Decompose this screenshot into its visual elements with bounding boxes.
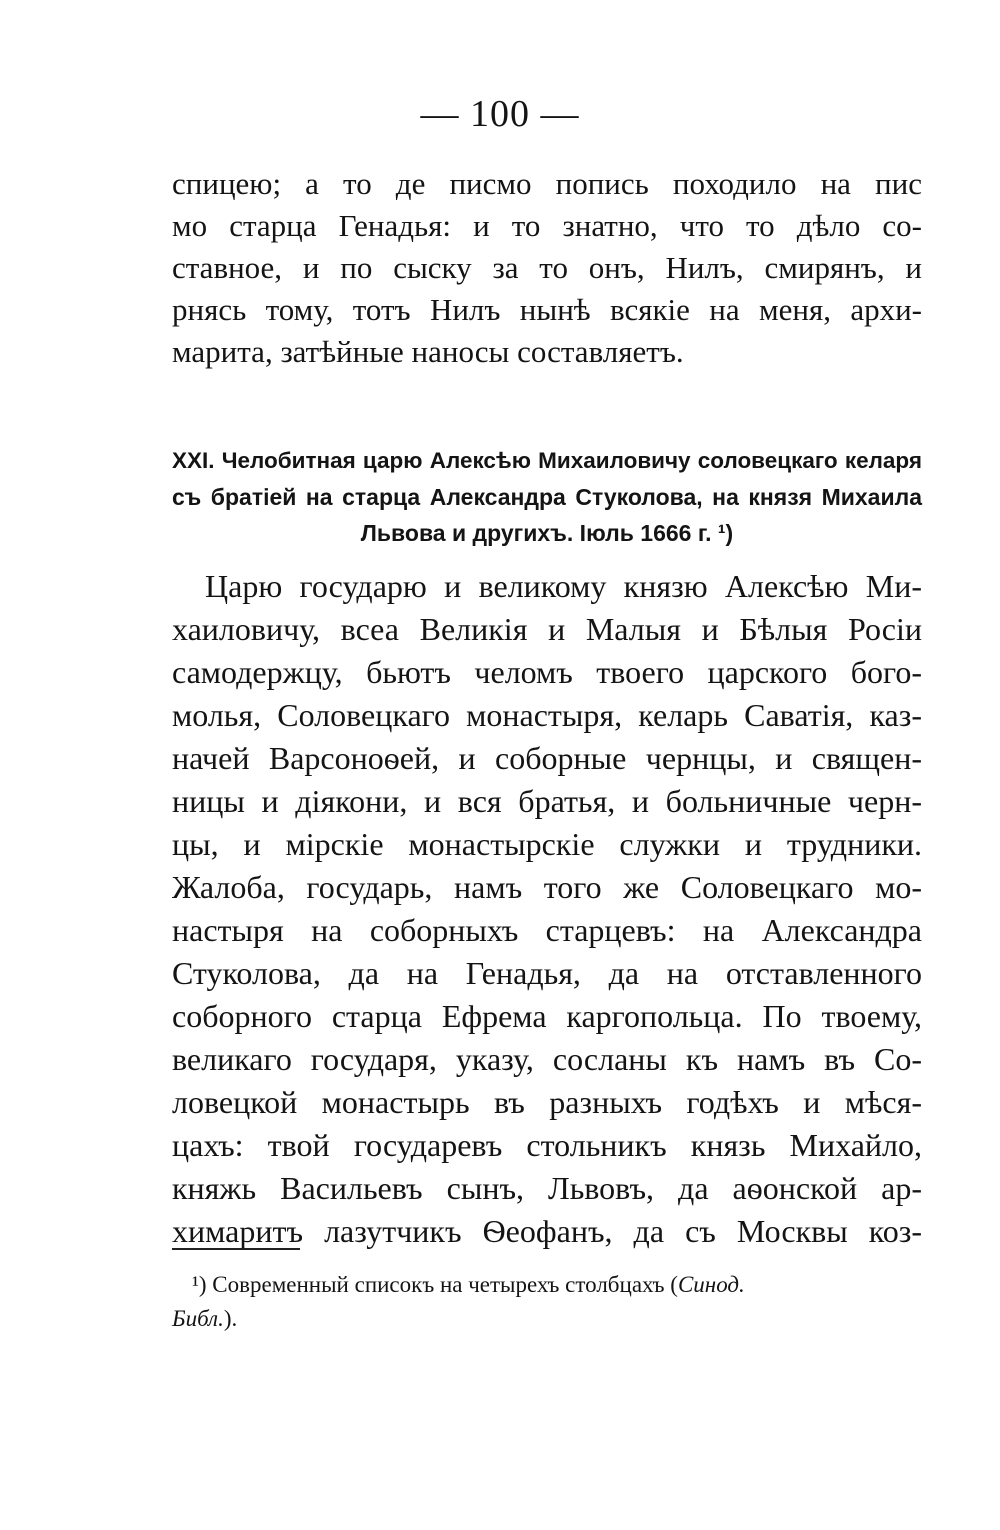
text-line: молья, Соловецкаго монастыря, келарь Саватія, каз-	[172, 697, 922, 733]
text-line: соборного старца Ефрема каргопольца. По твоему,	[172, 998, 922, 1034]
footnote-rule	[172, 1248, 300, 1250]
text-line: ницы и діякони, и вся братья, и больничные черн-	[172, 783, 922, 819]
text-line: химаритъ лазутчикъ Ѳеофанъ, да съ Москвы коз-	[172, 1213, 922, 1249]
text-line: княжь Васильевъ сынъ, Львовъ, да аѳонской ар-	[172, 1170, 922, 1206]
footnote-line	[172, 1306, 922, 1332]
text-line: Царю государю и великому князю Алексѣю Ми-	[205, 568, 922, 604]
footnote-source-abbrev: Синод.	[677, 1272, 745, 1297]
footnote-text: ¹) Современный списокъ на четырехъ столбцахъ (	[192, 1272, 678, 1297]
text-line: Жалоба, государь, намъ того же Соловецкаго мо-	[172, 869, 922, 905]
heading-line: XXI. Челобитная царю Алексѣю Михаиловичу соловецкаго келаря	[172, 448, 922, 473]
text-line: мо старца Генадья: и то знатно, что то дѣло со-	[172, 208, 922, 243]
text-line: цахъ: твой государевъ стольникъ князь Михайло,	[172, 1127, 922, 1163]
text-line: ловецкой монастырь въ разныхъ годѣхъ и мѣся-	[172, 1084, 922, 1120]
footnote-line	[192, 1272, 922, 1298]
text-line: самодержцу, бьютъ челомъ твоего царского бого-	[172, 654, 922, 690]
heading-line: Львова и другихъ. Іюль 1666 г. ¹)	[360, 520, 734, 546]
page-number: — 100 —	[420, 93, 580, 135]
text-line: спицею; а то де писмо попись походило на пис	[172, 166, 922, 201]
text-line: настыря на соборныхъ старцевъ: на Александра	[172, 912, 922, 948]
text-line: марита, затѣйные наносы составляетъ.	[172, 334, 684, 369]
heading-line: съ братіей на старца Александра Стуколова, на князя Михаила	[172, 484, 922, 510]
footnote-text: ).	[223, 1306, 238, 1331]
text-line: великаго государя, указу, сосланы къ намъ въ Со-	[172, 1041, 922, 1077]
text-line: ставное, и по сыску за то онъ, Нилъ, смирянъ, и	[172, 250, 922, 285]
text-line: хаиловичу, всеа Великія и Малыя и Бѣлыя Росіи	[172, 611, 922, 647]
text-line: Стуколова, да на Генадья, да на отставленного	[172, 955, 922, 991]
text-line: цы, и мірскіе монастырскіе служки и трудники.	[172, 826, 922, 862]
footnote-source-abbrev: Библ.	[172, 1306, 224, 1331]
text-line: рнясь тому, тотъ Нилъ нынѣ всякіе на меня, архи-	[172, 292, 922, 327]
text-line: начей Варсоноѳей, и соборные чернцы, и священ-	[172, 740, 922, 776]
